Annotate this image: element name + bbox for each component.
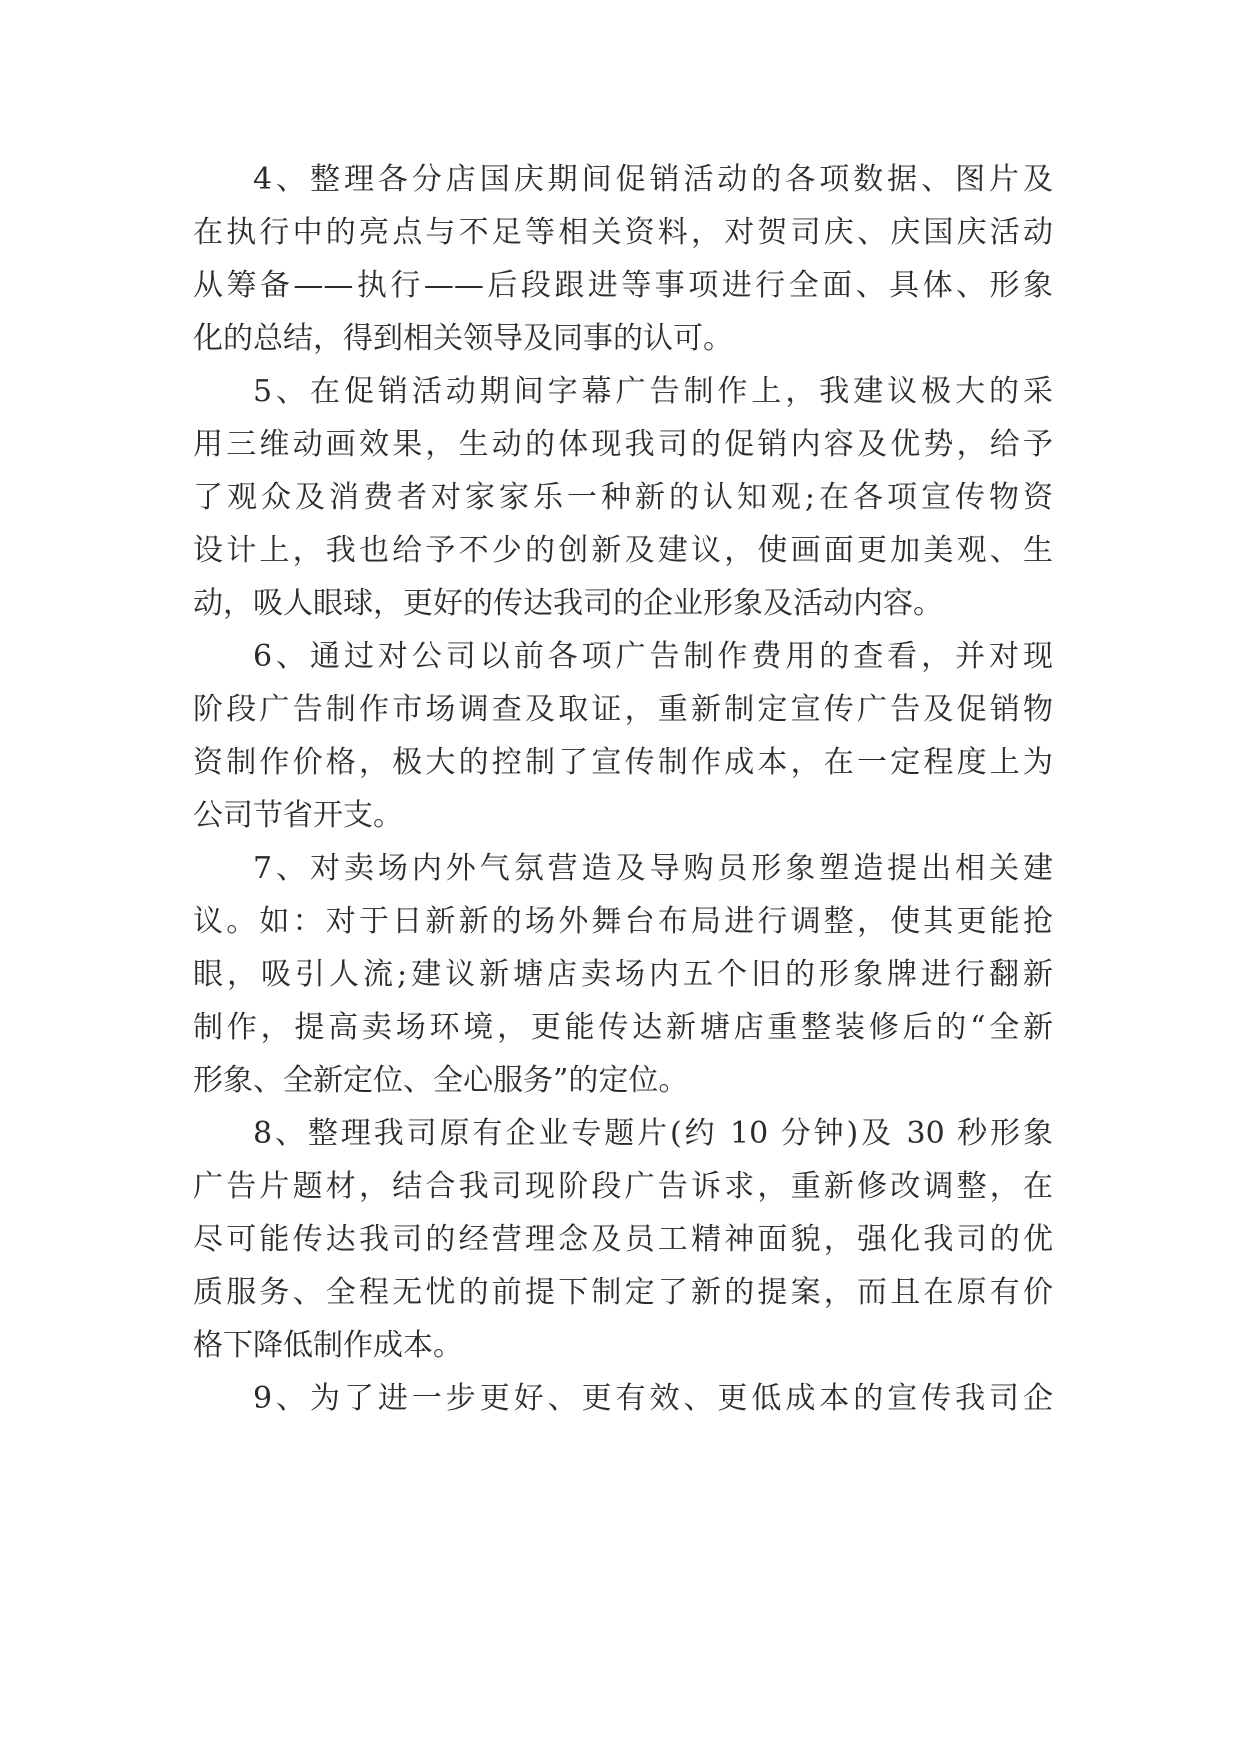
paragraph-line: 形象、全新定位、全心服务”的定位。 bbox=[193, 1063, 689, 1098]
paragraph-line: 7、对卖场内外气氛营造及导购员形象塑造提出相关建 bbox=[253, 851, 1053, 886]
paragraph-line: 了观众及消费者对家家乐一种新的认知观;在各项宣传物资 bbox=[193, 480, 1053, 515]
paragraph-line: 质服务、全程无忧的前提下制定了新的提案，而且在原有价 bbox=[193, 1275, 1053, 1310]
paragraph-line: 阶段广告制作市场调查及取证，重新制定宣传广告及促销物 bbox=[193, 692, 1053, 727]
paragraph-line: 眼，吸引人流;建议新塘店卖场内五个旧的形象牌进行翻新 bbox=[193, 957, 1053, 992]
paragraph-line: 格下降低制作成本。 bbox=[193, 1328, 463, 1363]
paragraph-line: 在执行中的亮点与不足等相关资料，对贺司庆、庆国庆活动 bbox=[193, 215, 1053, 250]
paragraph-line: 化的总结，得到相关领导及同事的认可。 bbox=[193, 321, 733, 356]
paragraph-line: 4、整理各分店国庆期间促销活动的各项数据、图片及 bbox=[253, 162, 1053, 197]
paragraph-line: 6、通过对公司以前各项广告制作费用的查看，并对现 bbox=[253, 639, 1053, 674]
paragraph-line: 公司节省开支。 bbox=[193, 798, 403, 833]
paragraph-line: 从筹备——执行——后段跟进等事项进行全面、具体、形象 bbox=[193, 268, 1053, 303]
paragraph-line: 议。如：对于日新新的场外舞台布局进行调整，使其更能抢 bbox=[193, 904, 1053, 939]
paragraph-line: 尽可能传达我司的经营理念及员工精神面貌，强化我司的优 bbox=[193, 1222, 1053, 1257]
paragraph-line: 9、为了进一步更好、更有效、更低成本的宣传我司企 bbox=[253, 1381, 1053, 1416]
paragraph-line: 资制作价格，极大的控制了宣传制作成本，在一定程度上为 bbox=[193, 745, 1053, 780]
paragraph-line: 8、整理我司原有企业专题片(约 10 分钟)及 30 秒形象 bbox=[253, 1116, 1053, 1151]
paragraph-line: 动，吸人眼球，更好的传达我司的企业形象及活动内容。 bbox=[193, 586, 943, 621]
paragraph-line: 用三维动画效果，生动的体现我司的促销内容及优势，给予 bbox=[193, 427, 1053, 462]
paragraph-line: 5、在促销活动期间字幕广告制作上，我建议极大的采 bbox=[253, 374, 1053, 409]
paragraph-line: 广告片题材，结合我司现阶段广告诉求，重新修改调整，在 bbox=[193, 1169, 1053, 1204]
paragraph-line: 制作，提高卖场环境，更能传达新塘店重整装修后的“全新 bbox=[193, 1010, 1053, 1045]
paragraph-line: 设计上，我也给予不少的创新及建议，使画面更加美观、生 bbox=[193, 533, 1053, 568]
